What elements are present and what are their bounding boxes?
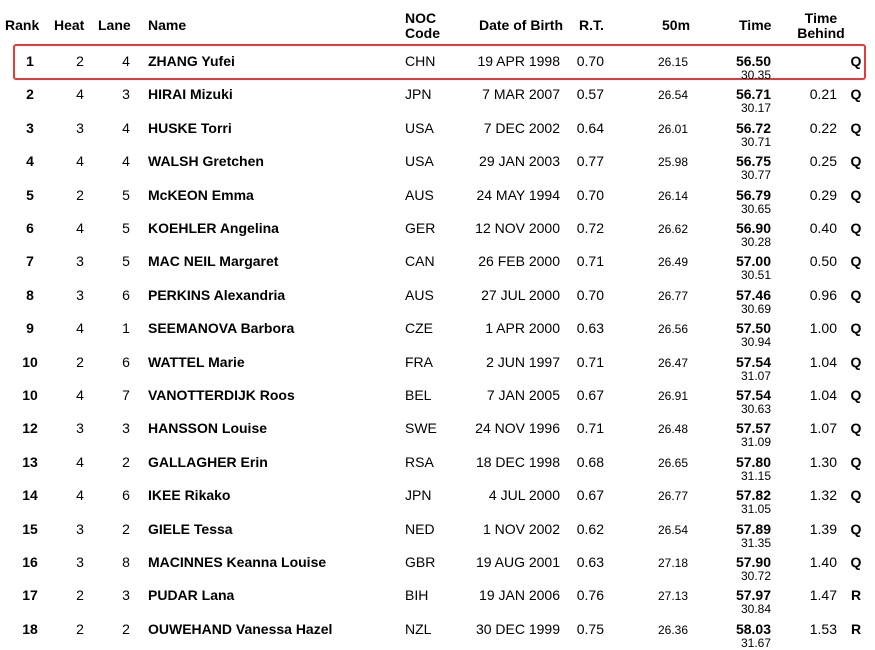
qualification-mark: Q — [850, 153, 862, 170]
reaction-time: 0.72 — [576, 220, 604, 236]
lane-cell: 5 — [122, 220, 130, 236]
qualification-mark: Q — [850, 53, 862, 69]
header-behind-line1: Time — [804, 10, 838, 26]
rank-cell: 10 — [22, 387, 38, 403]
table-row — [0, 481, 875, 517]
rank-cell: 8 — [26, 286, 34, 303]
date-of-birth: 1 NOV 2002 — [482, 520, 560, 537]
athlete-name: VANOTTERDIJK Roos — [148, 387, 295, 403]
split-50m: 26.62 — [657, 222, 688, 236]
table-row — [0, 548, 875, 581]
date-of-birth: 29 JAN 2003 — [479, 153, 560, 170]
noc-code: BIH — [405, 587, 429, 604]
table-row — [0, 581, 875, 617]
second-split: 30.63 — [740, 402, 771, 416]
noc-code: JPN — [405, 86, 432, 103]
heat-cell: 3 — [76, 520, 84, 537]
qualification-mark: Q — [850, 86, 862, 103]
final-time: 57.82 — [735, 487, 771, 504]
table-row — [0, 147, 875, 183]
athlete-name: WATTEL Marie — [148, 353, 245, 370]
table-row — [0, 515, 875, 548]
noc-code: GBR — [405, 554, 436, 570]
heat-cell: 2 — [76, 53, 84, 69]
second-split: 31.07 — [740, 368, 771, 383]
final-time: 57.46 — [735, 286, 771, 303]
qualification-mark: R — [850, 620, 862, 637]
time-behind: 1.39 — [809, 520, 837, 537]
rank-cell: 18 — [22, 620, 38, 637]
time-behind: 0.96 — [809, 286, 837, 303]
rank-cell: 17 — [22, 587, 38, 604]
table-row — [0, 348, 875, 381]
athlete-name: GALLAGHER Erin — [148, 453, 268, 470]
date-of-birth: 19 APR 1998 — [477, 53, 560, 69]
qualification-mark: Q — [850, 220, 862, 236]
time-behind: 0.29 — [809, 186, 837, 203]
noc-code: NED — [405, 520, 435, 537]
lane-cell: 4 — [122, 153, 130, 170]
date-of-birth: 2 JUN 1997 — [486, 353, 560, 370]
qualification-mark: Q — [850, 554, 862, 570]
heat-cell: 4 — [76, 387, 84, 403]
header-time-behind — [792, 11, 850, 41]
second-split: 31.05 — [740, 502, 771, 517]
noc-code: SWE — [405, 420, 437, 437]
header-50m: 50m — [662, 17, 691, 33]
reaction-time: 0.70 — [576, 186, 604, 203]
rank-cell: 4 — [26, 153, 34, 170]
table-row — [0, 247, 875, 283]
split-50m: 26.01 — [657, 121, 688, 136]
split-50m: 26.48 — [657, 422, 688, 437]
lane-cell: 3 — [122, 86, 130, 103]
time-behind: 0.25 — [809, 153, 837, 170]
lane-cell: 5 — [122, 186, 130, 203]
time-behind: 1.47 — [809, 587, 837, 604]
rank-cell: 7 — [26, 253, 34, 270]
reaction-time: 0.62 — [576, 520, 604, 537]
athlete-name: WALSH Gretchen — [148, 153, 264, 170]
date-of-birth: 12 NOV 2000 — [475, 220, 560, 236]
final-time: 57.54 — [735, 353, 771, 370]
noc-code: RSA — [405, 453, 434, 470]
athlete-name: McKEON Emma — [148, 186, 254, 203]
split-50m: 26.15 — [657, 55, 688, 69]
date-of-birth: 1 APR 2000 — [485, 320, 560, 337]
results-header — [0, 0, 875, 44]
athlete-name: MACINNES Keanna Louise — [148, 554, 327, 570]
second-split: 31.15 — [740, 468, 771, 483]
table-row — [0, 281, 875, 314]
table-row — [0, 615, 875, 648]
qualification-mark: Q — [850, 520, 862, 537]
time-behind: 1.40 — [809, 554, 837, 570]
second-split: 30.35 — [740, 68, 771, 82]
heat-cell: 4 — [76, 453, 84, 470]
final-time: 57.57 — [735, 420, 771, 437]
heat-cell: 3 — [76, 119, 84, 136]
athlete-name: GIELE Tessa — [148, 520, 233, 537]
final-time: 57.89 — [735, 520, 771, 537]
reaction-time: 0.75 — [576, 620, 604, 637]
athlete-name: SEEMANOVA Barbora — [148, 320, 295, 337]
rank-cell: 6 — [26, 220, 34, 236]
lane-cell: 6 — [122, 353, 130, 370]
final-time: 57.50 — [735, 320, 771, 337]
date-of-birth: 24 NOV 1996 — [475, 420, 560, 437]
rank-cell: 9 — [26, 320, 34, 337]
lane-cell: 2 — [122, 620, 130, 637]
final-time: 57.97 — [735, 587, 771, 604]
split-50m: 26.36 — [657, 622, 688, 637]
noc-code: USA — [405, 119, 434, 136]
split-50m: 26.77 — [657, 288, 688, 303]
rank-cell: 15 — [22, 520, 38, 537]
lane-cell: 2 — [122, 520, 130, 537]
athlete-name: HANSSON Louise — [148, 420, 268, 437]
lane-cell: 4 — [122, 119, 130, 136]
rank-cell: 2 — [26, 86, 34, 103]
time-behind: 1.00 — [809, 320, 837, 337]
date-of-birth: 7 MAR 2007 — [482, 86, 560, 103]
time-behind: 0.21 — [809, 86, 837, 103]
lane-cell: 6 — [122, 487, 130, 504]
reaction-time: 0.71 — [576, 353, 604, 370]
lane-cell: 6 — [122, 286, 130, 303]
athlete-name: MAC NEIL Margaret — [148, 253, 279, 270]
date-of-birth: 19 JAN 2006 — [479, 587, 560, 604]
final-time: 56.72 — [735, 119, 771, 136]
split-50m: 26.91 — [657, 389, 688, 403]
lane-cell: 3 — [122, 420, 130, 437]
rank-cell: 16 — [22, 554, 38, 570]
final-time: 58.03 — [735, 620, 771, 637]
second-split: 30.28 — [740, 235, 771, 249]
athlete-name: IKEE Rikako — [148, 487, 231, 504]
qualification-mark: R — [850, 587, 862, 604]
heat-cell: 4 — [76, 487, 84, 504]
header-rank: Rank — [5, 17, 40, 33]
final-time: 57.90 — [735, 554, 771, 570]
date-of-birth: 18 DEC 1998 — [475, 453, 560, 470]
table-row — [0, 414, 875, 450]
rank-cell: 5 — [26, 186, 34, 203]
athlete-name: KOEHLER Angelina — [148, 220, 279, 236]
qualification-mark: Q — [850, 353, 862, 370]
final-time: 57.00 — [735, 253, 771, 270]
date-of-birth: 24 MAY 1994 — [476, 186, 560, 203]
header-rt: R.T. — [579, 17, 604, 33]
final-time: 56.75 — [735, 153, 771, 170]
second-split: 30.84 — [740, 602, 771, 617]
lane-cell: 1 — [122, 320, 130, 337]
noc-code: AUS — [405, 286, 434, 303]
header-noc-line1: NOC — [405, 10, 437, 26]
noc-code: USA — [405, 153, 434, 170]
rank-cell: 1 — [26, 53, 34, 69]
table-row — [0, 47, 875, 80]
table-row — [0, 381, 875, 414]
rank-cell: 12 — [22, 420, 38, 437]
heat-cell: 4 — [76, 86, 84, 103]
final-time: 56.79 — [735, 186, 771, 203]
rank-cell: 14 — [22, 487, 38, 504]
heat-cell: 2 — [76, 186, 84, 203]
header-dob: Date of Birth — [479, 17, 563, 33]
qualification-mark: Q — [850, 387, 862, 403]
heat-cell: 3 — [76, 286, 84, 303]
heat-cell: 3 — [76, 420, 84, 437]
date-of-birth: 30 DEC 1999 — [475, 620, 560, 637]
noc-code: CHN — [405, 53, 436, 69]
rank-cell: 10 — [22, 353, 38, 370]
split-50m: 26.14 — [657, 188, 688, 203]
header-name: Name — [148, 17, 187, 33]
reaction-time: 0.70 — [576, 286, 604, 303]
table-row — [0, 214, 875, 247]
qualification-mark: Q — [850, 320, 862, 337]
athlete-name: OUWEHAND Vanessa Hazel — [148, 620, 333, 637]
lane-cell: 3 — [122, 587, 130, 604]
split-50m: 26.56 — [657, 322, 688, 337]
split-50m: 26.47 — [657, 355, 688, 370]
date-of-birth: 26 FEB 2000 — [478, 253, 560, 270]
noc-code: FRA — [405, 353, 433, 370]
noc-code: CAN — [405, 253, 435, 270]
second-split: 30.65 — [740, 201, 771, 216]
split-50m: 26.54 — [657, 88, 688, 103]
header-noc-line2: Code — [405, 25, 440, 41]
heat-cell: 3 — [76, 554, 84, 570]
reaction-time: 0.68 — [576, 453, 604, 470]
lane-cell: 5 — [122, 253, 130, 270]
header-heat: Heat — [54, 17, 85, 33]
second-split: 30.17 — [740, 101, 771, 116]
reaction-time: 0.63 — [576, 554, 604, 570]
second-split: 30.71 — [740, 134, 771, 149]
final-time: 57.80 — [735, 453, 771, 470]
rank-cell: 3 — [26, 119, 34, 136]
heat-cell: 4 — [76, 220, 84, 236]
time-behind: 1.07 — [809, 420, 837, 437]
reaction-time: 0.76 — [576, 587, 604, 604]
heat-cell: 4 — [76, 320, 84, 337]
split-50m: 27.18 — [657, 556, 688, 570]
time-behind: 1.53 — [809, 620, 837, 637]
qualification-mark: Q — [850, 487, 862, 504]
noc-code: NZL — [405, 620, 432, 637]
header-behind-line2: Behind — [797, 25, 845, 41]
date-of-birth: 7 JAN 2005 — [486, 387, 560, 403]
second-split: 30.94 — [740, 335, 771, 350]
table-row — [0, 448, 875, 481]
split-50m: 27.13 — [657, 589, 688, 604]
date-of-birth: 19 AUG 2001 — [475, 554, 560, 570]
time-behind: 0.22 — [809, 119, 837, 136]
table-row — [0, 181, 875, 214]
heat-cell: 4 — [76, 153, 84, 170]
reaction-time: 0.71 — [576, 253, 604, 270]
date-of-birth: 27 JUL 2000 — [481, 286, 560, 303]
split-50m: 25.98 — [657, 155, 688, 170]
athlete-name: HUSKE Torri — [148, 119, 232, 136]
final-time: 57.54 — [735, 387, 771, 403]
time-behind: 1.04 — [809, 353, 837, 370]
final-time: 56.50 — [735, 53, 771, 69]
reaction-time: 0.70 — [576, 53, 604, 69]
time-behind: 0.40 — [809, 220, 837, 236]
reaction-time: 0.77 — [576, 153, 604, 170]
time-behind: 0.50 — [809, 253, 837, 270]
second-split: 31.67 — [740, 635, 771, 650]
time-behind: 1.30 — [809, 453, 837, 470]
lane-cell: 4 — [122, 53, 130, 69]
table-row — [0, 80, 875, 116]
second-split: 31.35 — [740, 535, 771, 550]
lane-cell: 2 — [122, 453, 130, 470]
date-of-birth: 4 JUL 2000 — [488, 487, 560, 504]
reaction-time: 0.67 — [576, 487, 604, 504]
reaction-time: 0.57 — [576, 86, 604, 103]
heat-cell: 2 — [76, 587, 84, 604]
header-time: Time — [739, 17, 772, 33]
noc-code: CZE — [405, 320, 433, 337]
table-row — [0, 114, 875, 147]
lane-cell: 8 — [122, 554, 130, 570]
qualification-mark: Q — [850, 119, 862, 136]
qualification-mark: Q — [850, 420, 862, 437]
reaction-time: 0.64 — [576, 119, 604, 136]
athlete-name: PUDAR Lana — [148, 587, 235, 604]
noc-code: GER — [405, 220, 436, 236]
split-50m: 26.77 — [657, 489, 688, 504]
split-50m: 26.65 — [657, 455, 688, 470]
second-split: 30.51 — [740, 268, 771, 283]
time-behind: 1.32 — [809, 487, 837, 504]
header-lane: Lane — [98, 17, 131, 33]
athlete-name: PERKINS Alexandria — [148, 286, 286, 303]
qualification-mark: Q — [850, 253, 862, 270]
second-split: 30.77 — [740, 168, 771, 183]
noc-code: AUS — [405, 186, 434, 203]
heat-cell: 2 — [76, 353, 84, 370]
second-split: 30.69 — [740, 301, 771, 316]
heat-cell: 2 — [76, 620, 84, 637]
second-split: 30.72 — [740, 569, 771, 583]
qualification-mark: Q — [850, 453, 862, 470]
noc-code: JPN — [405, 487, 432, 504]
reaction-time: 0.71 — [576, 420, 604, 437]
table-row — [0, 314, 875, 350]
split-50m: 26.49 — [657, 255, 688, 270]
split-50m: 26.54 — [657, 522, 688, 537]
header-noc — [405, 11, 440, 41]
reaction-time: 0.63 — [576, 320, 604, 337]
second-split: 31.09 — [740, 435, 771, 450]
date-of-birth: 7 DEC 2002 — [483, 119, 560, 136]
lane-cell: 7 — [122, 387, 130, 403]
final-time: 56.90 — [735, 220, 771, 236]
athlete-name: HIRAI Mizuki — [148, 86, 233, 103]
qualification-mark: Q — [850, 186, 862, 203]
time-behind: 1.04 — [809, 387, 837, 403]
reaction-time: 0.67 — [576, 387, 604, 403]
rank-cell: 13 — [22, 453, 38, 470]
athlete-name: ZHANG Yufei — [148, 53, 235, 69]
final-time: 56.71 — [735, 86, 771, 103]
qualification-mark: Q — [850, 286, 862, 303]
heat-cell: 3 — [76, 253, 84, 270]
noc-code: BEL — [405, 387, 432, 403]
